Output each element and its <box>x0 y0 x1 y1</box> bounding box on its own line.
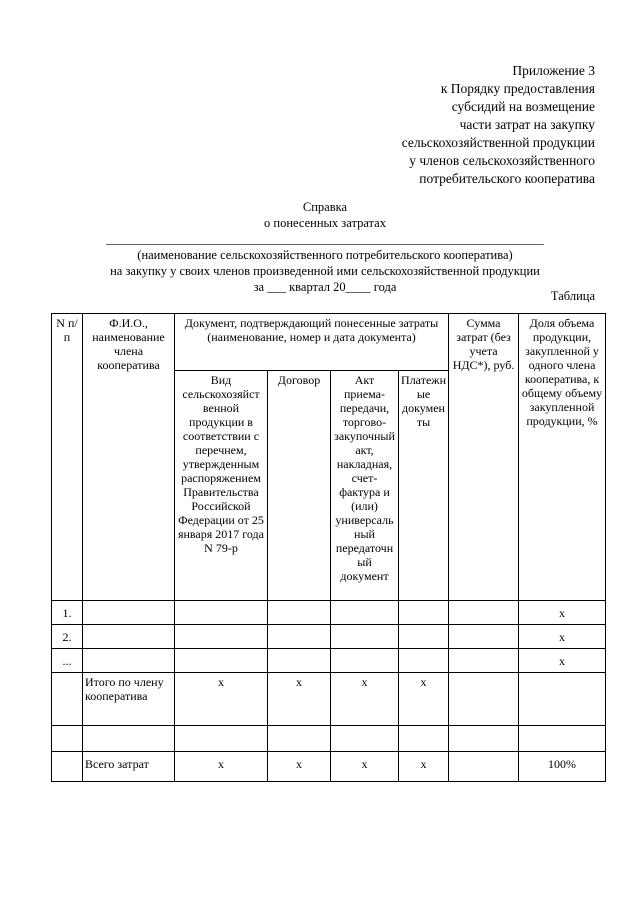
cell <box>519 726 606 752</box>
cell <box>449 726 519 752</box>
cell <box>449 625 519 649</box>
purpose-line: на закупку у своих членов произведенной ими сельскохозяйственной продукции <box>110 264 540 278</box>
cost-table <box>51 313 606 782</box>
cell <box>449 752 519 782</box>
cell <box>175 649 268 673</box>
header-doc-kind: Вид сельскохозяйст венной продукции в соответствии с перечнем, утвержденным распоряжением Правительства Российской Федерации от 25 января 2017 года N 79-р <box>175 371 268 601</box>
cell <box>52 752 83 782</box>
cell <box>331 625 399 649</box>
period-line: за ___ квартал 20____ года <box>253 280 397 294</box>
member-total-act: x <box>331 673 399 726</box>
grand-total-act: x <box>331 752 399 782</box>
cell <box>519 673 606 726</box>
member-total-payment: x <box>399 673 449 726</box>
document-subtitle: о понесенных затратах <box>264 216 386 230</box>
header-contract: Договор <box>268 371 331 601</box>
appendix-line: части затрат на закупку <box>459 117 595 132</box>
row-share: x <box>519 601 606 625</box>
appendix-line: у членов сельскохозяйственного <box>409 153 595 168</box>
cell <box>52 673 83 726</box>
header-payment: Платежные документы <box>399 371 449 601</box>
row-num: 1. <box>52 601 83 625</box>
appendix-line: к Порядку предоставления <box>440 81 595 96</box>
appendix-line: субсидий на возмещение <box>451 99 595 114</box>
member-total-doc-kind: x <box>175 673 268 726</box>
appendix-line: сельскохозяйственной продукции <box>401 135 595 150</box>
table-row <box>52 649 606 673</box>
grand-total-row <box>52 752 606 782</box>
header-num: N п/п <box>52 314 83 601</box>
document-heading <box>60 199 590 295</box>
blank-caption: (наименование сельскохозяйственного потребительского кооператива) <box>137 248 513 262</box>
cell <box>399 601 449 625</box>
cell <box>268 649 331 673</box>
cell <box>52 726 83 752</box>
cell <box>175 601 268 625</box>
cell <box>268 601 331 625</box>
cell <box>175 625 268 649</box>
cell <box>449 673 519 726</box>
cell <box>175 726 268 752</box>
cell <box>331 726 399 752</box>
cell <box>83 726 175 752</box>
header-doc-group: Документ, подтверждающий понесенные затраты (наименование, номер и дата документа) <box>175 314 449 371</box>
cell <box>268 625 331 649</box>
header-act: Акт приема-передачи, торгово-закупочный акт, накладная, счет-фактура и (или) универсальный передаточный документ <box>331 371 399 601</box>
grand-total-payment: x <box>399 752 449 782</box>
cell <box>399 726 449 752</box>
grand-total-share: 100% <box>519 752 606 782</box>
cell <box>399 625 449 649</box>
cell <box>449 601 519 625</box>
table-row <box>52 625 606 649</box>
document-title: Справка <box>302 200 348 214</box>
row-share: x <box>519 625 606 649</box>
row-num: 2. <box>52 625 83 649</box>
grand-total-doc-kind: x <box>175 752 268 782</box>
grand-total-label: Всего затрат <box>83 752 175 782</box>
row-share: x <box>519 649 606 673</box>
table-label: Таблица <box>550 289 595 303</box>
header-sum: Сумма затрат (без учета НДС*), руб. <box>449 314 519 601</box>
cell <box>331 601 399 625</box>
blank-line: ______________________________________________________________________ <box>106 232 544 246</box>
appendix-line: Приложение 3 <box>512 63 595 78</box>
cell <box>83 625 175 649</box>
cell <box>399 649 449 673</box>
cell <box>331 649 399 673</box>
appendix-line: потребительского кооператива <box>419 171 595 186</box>
row-num: ... <box>52 649 83 673</box>
cell <box>83 601 175 625</box>
cell <box>449 649 519 673</box>
header-share: Доля объема продукции, закупленной у одного члена кооператива, к общему объему закупленной продукции, % <box>519 314 606 601</box>
member-total-row <box>52 673 606 726</box>
appendix-block <box>300 62 595 188</box>
grand-total-contract: x <box>268 752 331 782</box>
cell <box>83 649 175 673</box>
table-row <box>52 726 606 752</box>
member-total-label: Итого по члену кооператива <box>83 673 175 726</box>
header-name: Ф.И.О., наименование члена кооператива <box>83 314 175 601</box>
cell <box>268 726 331 752</box>
table-row <box>52 601 606 625</box>
member-total-contract: x <box>268 673 331 726</box>
